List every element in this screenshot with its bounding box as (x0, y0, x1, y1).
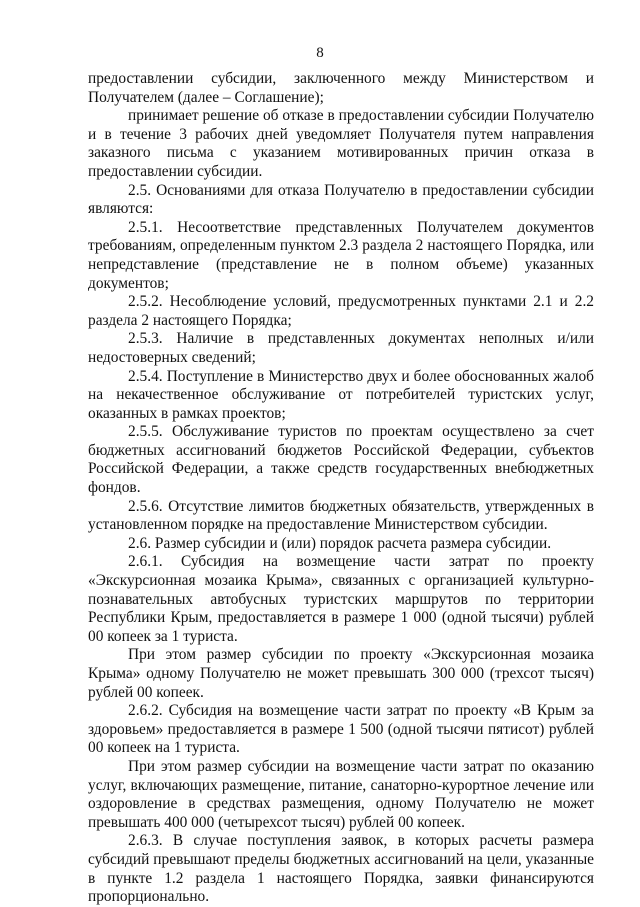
paragraph: предоставлении субсидии, заключенного между Министерством и Получателем (далее – Соглашение); (88, 70, 594, 106)
paragraph: 2.5.2. Несоблюдение условий, предусмотренных пунктами 2.1 и 2.2 раздела 2 настоящего Порядка; (88, 293, 594, 329)
paragraph: При этом размер субсидии по проекту «Экскурсионная мозаика Крыма» одному Получателю не может превышать 300 000 (трехсот тысяч) рублей 00 копеек. (88, 646, 594, 701)
paragraph: 2.5.6. Отсутствие лимитов бюджетных обязательств, утвержденных в установленном порядке на предоставление Министерством субсидии. (88, 497, 594, 534)
paragraph: 2.5.1. Несоответствие представленных Получателем документов требованиям, определенным пунктом 2.3 раздела 2 настоящего Порядка, или непредставление (представление не в полном объеме) указанных документов; (88, 218, 594, 292)
paragraph: 2.5.5. Обслуживание туристов по проектам осуществлено за счет бюджетных ассигнований бюджетов Российской Федерации, субъектов Российской Федерации, а также средств государственных внебюджетных фондов. (88, 423, 594, 497)
paragraph: 2.5.3. Наличие в представленных документах неполных и/или недостоверных сведений; (88, 330, 594, 366)
paragraph: При этом размер субсидии на возмещение части затрат по оказанию услуг, включающих размещение, питание, санаторно-курортное лечение или оздоровление в средствах размещения, одному Получателю не может превышать 400 000 (четырехсот тысяч) рублей 00 копеек. (88, 757, 594, 831)
page-number: 8 (316, 45, 324, 61)
paragraph: 2.6.3. В случае поступления заявок, в которых расчеты размера субсидий превышают пределы бюджетных ассигнований на цели, указанные в пункте 1.2 раздела 1 настоящего Порядка, заявки финансируются пропорционально. (88, 832, 594, 906)
paragraph: принимает решение об отказе в предоставлении субсидии Получателю и в течение 3 рабочих дней уведомляет Получателя путем направления заказного письма с указанием мотивированных причин отказа в предоставлении субсидии. (88, 107, 594, 180)
document-body (88, 70, 594, 907)
paragraph: 2.6.1. Субсидия на возмещение части затрат по проекту «Экскурсионная мозаика Крыма», связанных с организацией культурно-познавательных автобусных туристских маршрутов по территории Республики Крым, предоставляется в размере 1 000 (одной тысячи) рублей 00 копеек за 1 туриста. (88, 553, 594, 645)
paragraph: 2.6.2. Субсидия на возмещение части затрат по проекту «В Крым за здоровьем» предоставляется в размере 1 500 (одной тысячи пятисот) рублей 00 копеек на 1 туриста. (88, 702, 594, 757)
paragraph: 2.5. Основаниями для отказа Получателю в предоставлении субсидии являются: (88, 181, 594, 218)
paragraph: 2.5.4. Поступление в Министерство двух и более обоснованных жалоб на некачественное обслуживание от потребителей туристских услуг, оказанных в рамках проектов; (88, 367, 594, 422)
paragraph: 2.6. Размер субсидии и (или) порядок расчета размера субсидии. (128, 534, 552, 552)
